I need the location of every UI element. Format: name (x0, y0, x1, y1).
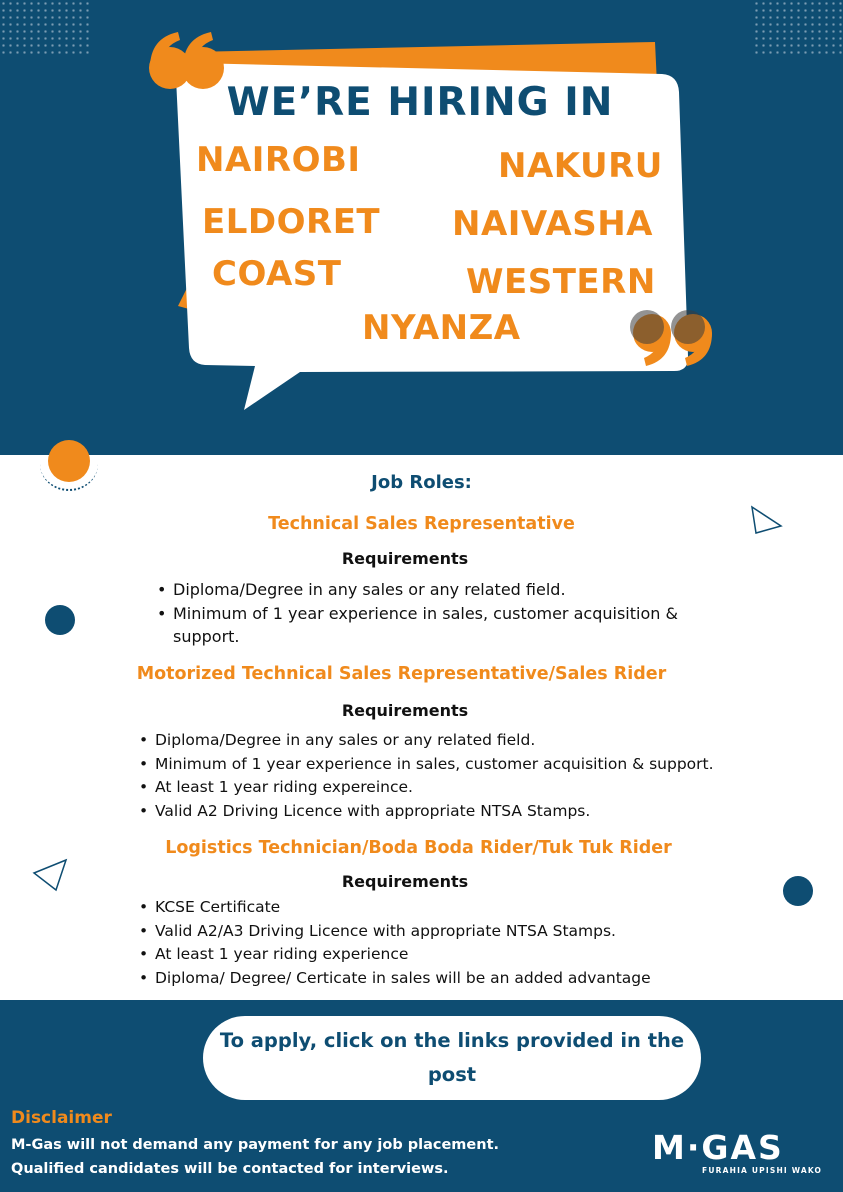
requirements-heading: Requirements (341, 701, 469, 720)
apply-button-label: To apply, click on the links provided in the post (219, 1029, 685, 1086)
role-title-technical-sales: Technical Sales Representative (268, 514, 575, 534)
list-item: • Diploma/ Degree/ Certicate in sales will be an added advantage (137, 967, 757, 991)
logo-tagline: FURAHIA UPISHI WAKO (702, 1166, 823, 1175)
speech-bubble-graphic (0, 0, 843, 455)
list-item: support. (173, 627, 240, 646)
requirements-heading: Requirements (341, 872, 469, 891)
requirements-list (155, 578, 715, 649)
city-coast: COAST (212, 254, 342, 294)
city-nairobi: NAIROBI (196, 140, 361, 180)
list-item: • At least 1 year riding experience (137, 943, 757, 967)
list-item: • Valid A2 Driving Licence with appropriate NTSA Stamps. (137, 800, 757, 824)
disclaimer-line: Qualified candidates will be contacted for interviews. (11, 1161, 449, 1177)
city-eldoret: ELDORET (202, 202, 381, 242)
hiring-headline: WE’RE HIRING IN (226, 80, 614, 125)
list-item: • At least 1 year riding expereince. (137, 776, 757, 800)
navy-circle-decoration (45, 605, 75, 635)
disclaimer-heading: Disclaimer (11, 1108, 112, 1128)
hero-section (0, 0, 843, 455)
job-roles-heading: Job Roles: (371, 472, 472, 493)
mgas-logo (652, 1128, 822, 1178)
list-item: • Minimum of 1 year experience in sales, customer acquisition & (155, 602, 715, 626)
city-nakuru: NAKURU (498, 146, 663, 186)
list-item: • Minimum of 1 year experience in sales, customer acquisition & support. (137, 753, 757, 777)
role-title-motorized-sales-rider: Motorized Technical Sales Representative/Sales Rider (136, 664, 667, 684)
list-item: • Diploma/Degree in any sales or any related field. (137, 729, 757, 753)
list-item: • Diploma/Degree in any sales or any related field. (155, 578, 715, 602)
requirements-list (137, 729, 757, 823)
disclaimer-line: M-Gas will not demand any payment for any job placement. (11, 1137, 500, 1153)
logo-wordmark: M·GAS (652, 1128, 784, 1167)
list-item: • KCSE Certificate (137, 896, 757, 920)
city-nyanza: NYANZA (362, 308, 521, 348)
role-title-logistics-technician: Logistics Technician/Boda Boda Rider/Tuk Tuk Rider (165, 838, 672, 858)
city-western: WESTERN (466, 262, 656, 302)
requirements-heading: Requirements (341, 549, 469, 568)
city-naivasha: NAIVASHA (452, 204, 653, 244)
apply-button[interactable] (203, 1016, 701, 1100)
requirements-list (137, 896, 757, 990)
list-item: • Valid A2/A3 Driving Licence with appropriate NTSA Stamps. (137, 920, 757, 944)
